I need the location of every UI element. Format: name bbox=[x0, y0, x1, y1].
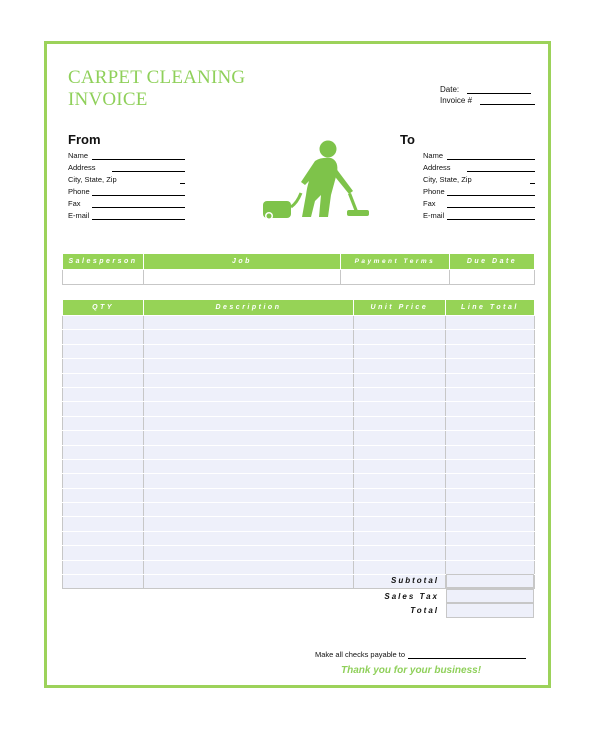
items-table bbox=[62, 299, 535, 589]
date-label: Date: bbox=[440, 85, 460, 94]
to-field-3[interactable] bbox=[423, 187, 535, 198]
line-total-cell[interactable] bbox=[445, 431, 534, 445]
carpet-cleaner-icon bbox=[255, 137, 370, 222]
order-table bbox=[62, 253, 535, 285]
line-total-cell[interactable] bbox=[445, 316, 534, 330]
description-cell[interactable] bbox=[144, 359, 354, 373]
qty-cell[interactable] bbox=[63, 359, 144, 373]
line-total-cell[interactable] bbox=[445, 373, 534, 387]
table-row bbox=[63, 373, 535, 387]
from-heading: From bbox=[68, 132, 101, 147]
unit-price-cell[interactable] bbox=[353, 445, 445, 459]
qty-cell[interactable] bbox=[63, 575, 144, 589]
invoice-number-field[interactable] bbox=[440, 96, 535, 105]
to-field-line bbox=[467, 171, 535, 172]
to-heading: To bbox=[400, 132, 415, 147]
description-cell[interactable] bbox=[144, 416, 354, 430]
description-cell[interactable] bbox=[144, 373, 354, 387]
due-date-cell[interactable] bbox=[450, 270, 535, 285]
unit-price-cell[interactable] bbox=[353, 488, 445, 502]
qty-cell[interactable] bbox=[63, 459, 144, 473]
from-field-line bbox=[92, 159, 185, 160]
from-field-label: City, State, Zip bbox=[68, 175, 117, 184]
qty-cell[interactable] bbox=[63, 387, 144, 401]
sales-tax-cell[interactable] bbox=[446, 589, 534, 603]
to-field-label: Address bbox=[423, 163, 451, 172]
date-line bbox=[467, 85, 531, 94]
payable-label: Make all checks payable to bbox=[315, 650, 406, 659]
line-total-cell[interactable] bbox=[445, 488, 534, 502]
qty-cell[interactable] bbox=[63, 488, 144, 502]
qty-cell[interactable] bbox=[63, 546, 144, 560]
table-row bbox=[63, 316, 535, 330]
unit-price-cell[interactable] bbox=[353, 416, 445, 430]
from-field-line bbox=[92, 207, 185, 208]
table-row bbox=[63, 517, 535, 531]
to-field-label: City, State, Zip bbox=[423, 175, 472, 184]
to-field-label: E-mail bbox=[423, 211, 445, 220]
payable-to[interactable] bbox=[315, 650, 526, 659]
col-line-total: Line Total bbox=[445, 300, 534, 316]
invoice-number-label: Invoice # bbox=[440, 96, 473, 105]
unit-price-cell[interactable] bbox=[353, 316, 445, 330]
table-row bbox=[63, 503, 535, 517]
qty-cell[interactable] bbox=[63, 503, 144, 517]
unit-price-cell[interactable] bbox=[353, 560, 445, 574]
col-due-date: Due Date bbox=[450, 254, 535, 270]
unit-price-cell[interactable] bbox=[353, 330, 445, 344]
table-row bbox=[63, 560, 535, 574]
line-total-cell[interactable] bbox=[445, 531, 534, 545]
to-field-5[interactable] bbox=[423, 211, 535, 222]
qty-cell[interactable] bbox=[63, 431, 144, 445]
table-row bbox=[63, 546, 535, 560]
to-field-line bbox=[447, 207, 535, 208]
salesperson-cell[interactable] bbox=[63, 270, 144, 285]
table-row bbox=[63, 387, 535, 401]
sales-tax-label: Sales Tax bbox=[384, 592, 439, 601]
total-cell[interactable] bbox=[446, 603, 534, 618]
col-description: Description bbox=[144, 300, 354, 316]
qty-cell[interactable] bbox=[63, 560, 144, 574]
table-row bbox=[63, 416, 535, 430]
description-cell[interactable] bbox=[144, 474, 354, 488]
from-field-3[interactable] bbox=[68, 187, 185, 198]
table-row bbox=[63, 330, 535, 344]
qty-cell[interactable] bbox=[63, 416, 144, 430]
job-cell[interactable] bbox=[144, 270, 341, 285]
description-cell[interactable] bbox=[144, 330, 354, 344]
description-cell[interactable] bbox=[144, 459, 354, 473]
total-label: Total bbox=[410, 606, 439, 615]
unit-price-cell[interactable] bbox=[353, 402, 445, 416]
to-field-4[interactable] bbox=[423, 199, 535, 210]
payable-line bbox=[408, 651, 526, 659]
from-field-label: Address bbox=[68, 163, 96, 172]
qty-cell[interactable] bbox=[63, 517, 144, 531]
col-payment-terms: Payment Terms bbox=[340, 254, 449, 270]
table-row bbox=[63, 445, 535, 459]
description-cell[interactable] bbox=[144, 431, 354, 445]
line-total-cell[interactable] bbox=[445, 359, 534, 373]
description-cell[interactable] bbox=[144, 387, 354, 401]
from-field-4[interactable] bbox=[68, 199, 185, 210]
from-field-label: Name bbox=[68, 151, 89, 160]
unit-price-cell[interactable] bbox=[353, 373, 445, 387]
table-row bbox=[63, 359, 535, 373]
unit-price-cell[interactable] bbox=[353, 459, 445, 473]
unit-price-cell[interactable] bbox=[353, 344, 445, 358]
unit-price-cell[interactable] bbox=[353, 431, 445, 445]
description-cell[interactable] bbox=[144, 445, 354, 459]
description-cell[interactable] bbox=[144, 531, 354, 545]
from-field-label: E-mail bbox=[68, 211, 90, 220]
qty-cell[interactable] bbox=[63, 330, 144, 344]
col-qty: QTY bbox=[63, 300, 144, 316]
to-field-0[interactable] bbox=[423, 151, 535, 162]
subtotal-cell[interactable] bbox=[446, 574, 534, 588]
line-total-cell[interactable] bbox=[445, 546, 534, 560]
unit-price-cell[interactable] bbox=[353, 546, 445, 560]
line-total-cell[interactable] bbox=[445, 474, 534, 488]
to-field-2[interactable] bbox=[423, 175, 535, 186]
date-field[interactable] bbox=[440, 85, 531, 94]
description-cell[interactable] bbox=[144, 517, 354, 531]
subtotal-label: Subtotal bbox=[391, 576, 439, 585]
to-field-1[interactable] bbox=[423, 163, 535, 174]
to-field-label: Fax bbox=[423, 199, 436, 208]
description-cell[interactable] bbox=[144, 575, 354, 589]
unit-price-cell[interactable] bbox=[353, 359, 445, 373]
unit-price-cell[interactable] bbox=[353, 531, 445, 545]
thank-you-note: Thank you for your business! bbox=[341, 665, 482, 676]
table-row bbox=[63, 431, 535, 445]
qty-cell[interactable] bbox=[63, 474, 144, 488]
table-row bbox=[63, 474, 535, 488]
from-field-line bbox=[92, 195, 185, 196]
line-total-cell[interactable] bbox=[445, 445, 534, 459]
line-total-cell[interactable] bbox=[445, 459, 534, 473]
line-total-cell[interactable] bbox=[445, 402, 534, 416]
invoice-title-line1: CARPET CLEANING bbox=[68, 67, 246, 88]
line-total-cell[interactable] bbox=[445, 344, 534, 358]
line-total-cell[interactable] bbox=[445, 503, 534, 517]
col-job: Job bbox=[144, 254, 341, 270]
unit-price-cell[interactable] bbox=[353, 517, 445, 531]
table-row bbox=[63, 459, 535, 473]
line-total-cell[interactable] bbox=[445, 387, 534, 401]
description-cell[interactable] bbox=[144, 546, 354, 560]
invoice-number-line bbox=[480, 96, 535, 105]
qty-cell[interactable] bbox=[63, 445, 144, 459]
unit-price-cell[interactable] bbox=[353, 474, 445, 488]
line-total-cell[interactable] bbox=[445, 560, 534, 574]
line-total-cell[interactable] bbox=[445, 517, 534, 531]
to-field-line bbox=[447, 195, 535, 196]
from-field-5[interactable] bbox=[68, 211, 185, 222]
description-cell[interactable] bbox=[144, 488, 354, 502]
line-total-cell[interactable] bbox=[445, 416, 534, 430]
table-row bbox=[63, 402, 535, 416]
description-cell[interactable] bbox=[144, 503, 354, 517]
qty-cell[interactable] bbox=[63, 344, 144, 358]
from-field-line bbox=[112, 171, 185, 172]
unit-price-cell[interactable] bbox=[353, 387, 445, 401]
from-field-1[interactable] bbox=[68, 163, 185, 174]
to-field-label: Phone bbox=[423, 187, 445, 196]
col-salesperson: Salesperson bbox=[63, 254, 144, 270]
from-field-line bbox=[92, 219, 185, 220]
qty-cell[interactable] bbox=[63, 373, 144, 387]
qty-cell[interactable] bbox=[63, 316, 144, 330]
unit-price-cell[interactable] bbox=[353, 503, 445, 517]
from-field-0[interactable] bbox=[68, 151, 185, 162]
to-field-line bbox=[447, 159, 535, 160]
table-row bbox=[63, 531, 535, 545]
invoice-title-line2: INVOICE bbox=[68, 89, 148, 110]
from-field-2[interactable] bbox=[68, 175, 185, 186]
qty-cell[interactable] bbox=[63, 531, 144, 545]
description-cell[interactable] bbox=[144, 402, 354, 416]
description-cell[interactable] bbox=[144, 344, 354, 358]
description-cell[interactable] bbox=[144, 316, 354, 330]
table-row bbox=[63, 488, 535, 502]
to-field-line bbox=[530, 183, 535, 184]
to-field-line bbox=[447, 219, 535, 220]
description-cell[interactable] bbox=[144, 560, 354, 574]
payment-terms-cell[interactable] bbox=[340, 270, 449, 285]
to-field-label: Name bbox=[423, 151, 444, 160]
table-row bbox=[63, 344, 535, 358]
from-field-label: Phone bbox=[68, 187, 90, 196]
from-field-label: Fax bbox=[68, 199, 81, 208]
col-unit-price: Unit Price bbox=[353, 300, 445, 316]
qty-cell[interactable] bbox=[63, 402, 144, 416]
line-total-cell[interactable] bbox=[445, 330, 534, 344]
from-field-line bbox=[180, 183, 185, 184]
